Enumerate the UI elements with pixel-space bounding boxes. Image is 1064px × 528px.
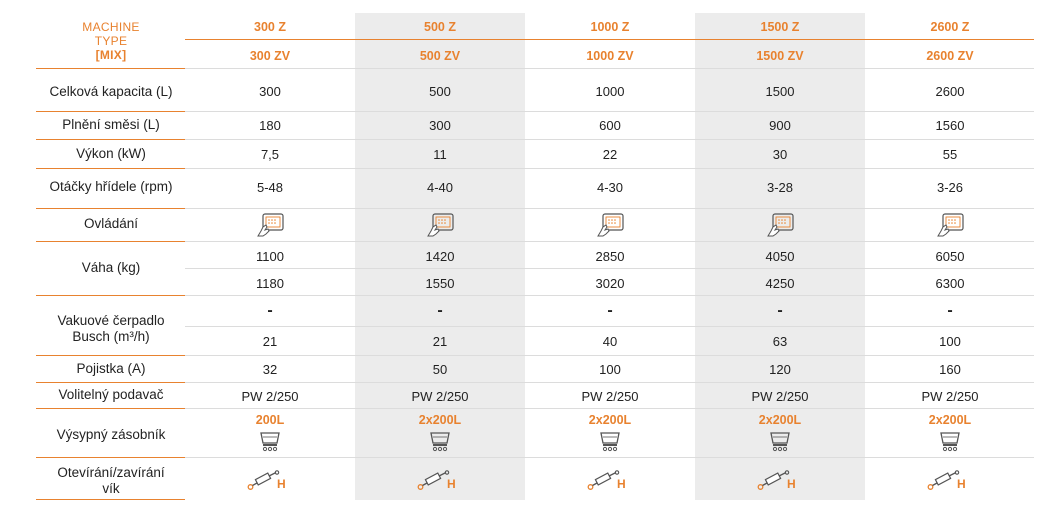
cell-podavac: PW 2/250 [751,389,809,404]
label-pojistka: Pojistka (A) [76,361,146,376]
machine-type-z: 1500 Z [760,20,800,34]
touchscreen-hand-icon [595,212,625,243]
label-otacky: Otáčky hřídele (rpm) [49,179,173,194]
cell-otacky: 3-28 [766,180,794,195]
hydraulic-label: H [617,477,626,491]
cell-zasobnik: 2x200L [758,413,802,427]
hopper-cart-icon [429,430,451,457]
cell-vykon: 30 [772,147,788,162]
cell-cerpadlo-1: - [947,302,953,319]
cell-vaha-1: 6050 [935,249,965,264]
machine-type-line1: MACHINE [82,20,140,34]
touchscreen-hand-icon [425,212,455,243]
cell-kapacita: 1000 [595,84,625,99]
cell-vaha-1: 1100 [256,249,284,264]
row-divider [185,111,1034,112]
cell-vaha-1: 2850 [595,249,625,264]
hydraulic-label: H [277,477,286,491]
row-divider [185,295,1034,296]
label-vaha: Váha (kg) [81,260,141,275]
row-divider [185,268,1034,269]
machine-type-header [36,20,186,62]
cell-pojistka: 50 [432,362,448,377]
cell-cerpadlo-2: 63 [772,334,788,349]
hydraulic-label: H [957,477,966,491]
cell-vaha-1: 4050 [765,249,795,264]
cell-vaha-1: 1420 [425,249,455,264]
label-divider [36,295,185,296]
machine-type-zv: 500 ZV [419,49,461,63]
cell-cerpadlo-1: - [607,302,613,319]
label-divider [36,457,185,458]
machine-type-zv: 2600 ZV [926,49,974,63]
cell-plneni: 1560 [935,118,965,133]
touchscreen-hand-icon [765,212,795,243]
cell-pojistka: 120 [769,362,791,377]
label-cerpadlo-2: Busch (m³/h) [72,329,150,344]
label-divider [36,68,185,69]
hydraulic-label: H [787,477,796,491]
hopper-cart-icon [769,430,791,457]
machine-type-zv: 1500 ZV [756,49,804,63]
cell-cerpadlo-1: - [437,302,443,319]
touchscreen-hand-icon [255,212,285,243]
cell-cerpadlo-2: 40 [602,334,618,349]
cell-kapacita: 2600 [935,84,965,99]
row-divider [185,139,1034,140]
hopper-cart-icon [939,430,961,457]
label-kapacita: Celková kapacita (L) [49,84,173,99]
cell-vykon: 55 [942,147,958,162]
cell-podavac: PW 2/250 [581,389,639,404]
hopper-cart-icon [599,430,621,457]
hydraulic-cylinder-icon [417,470,456,497]
label-otevirani-1: Otevírání/zavírání [57,465,165,480]
cell-cerpadlo-2: 21 [432,334,448,349]
row-divider [185,68,1034,69]
row-divider [185,457,1034,458]
hydraulic-cylinder-icon [757,470,796,497]
label-divider [36,241,185,242]
label-plneni: Plnění směsi (L) [62,117,160,132]
label-divider [36,208,185,209]
cell-vykon: 7,5 [260,147,280,162]
cell-kapacita: 1500 [765,84,795,99]
row-divider [185,326,1034,327]
cell-otacky: 4-30 [596,180,624,195]
cell-vaha-2: 1550 [425,276,455,291]
machine-type-z: 1000 Z [590,20,630,34]
cell-zasobnik: 2x200L [928,413,972,427]
cell-vykon: 22 [602,147,618,162]
row-divider [185,382,1034,383]
label-otevirani-2: vík [102,481,120,496]
hydraulic-cylinder-icon [247,470,286,497]
label-divider [36,168,185,169]
label-divider [36,382,185,383]
cell-vaha-2: 3020 [595,276,625,291]
hydraulic-label: H [447,477,456,491]
machine-type-zv: 300 ZV [249,49,291,63]
cell-cerpadlo-2: 21 [262,334,278,349]
label-divider [36,499,185,500]
label-divider [36,408,185,409]
cell-cerpadlo-1: - [267,302,273,319]
label-ovladani: Ovládání [83,216,139,231]
row-divider [185,168,1034,169]
row-divider [185,208,1034,209]
hydraulic-cylinder-icon [927,470,966,497]
machine-type-line2: TYPE [94,34,128,48]
cell-otacky: 3-26 [936,180,964,195]
cell-podavac: PW 2/250 [241,389,299,404]
label-divider [36,355,185,356]
label-zasobnik: Výsypný zásobník [56,427,166,442]
label-podavac: Volitelný podavač [58,387,164,402]
cell-zasobnik: 200L [255,413,285,427]
cell-kapacita: 300 [259,84,281,99]
cell-zasobnik: 2x200L [588,413,632,427]
cell-otacky: 5-48 [256,180,284,195]
hopper-cart-icon [259,430,281,457]
label-vykon: Výkon (kW) [76,146,146,161]
cell-plneni: 600 [599,118,621,133]
machine-type-zv: 1000 ZV [586,49,634,63]
header-divider [185,39,1034,40]
cell-plneni: 300 [429,118,451,133]
label-divider [36,139,185,140]
cell-vaha-2: 6300 [935,276,965,291]
cell-podavac: PW 2/250 [921,389,979,404]
row-divider [185,408,1034,409]
label-cerpadlo-1: Vakuové čerpadlo [57,313,165,328]
machine-type-z: 300 Z [254,20,286,34]
row-divider [185,355,1034,356]
cell-pojistka: 160 [939,362,961,377]
cell-podavac: PW 2/250 [411,389,469,404]
cell-pojistka: 100 [599,362,621,377]
cell-otacky: 4-40 [426,180,454,195]
machine-type-z: 2600 Z [930,20,970,34]
cell-pojistka: 32 [262,362,278,377]
machine-type-z: 500 Z [424,20,456,34]
cell-plneni: 180 [259,118,281,133]
machine-type-line3: [MIX] [95,48,127,62]
cell-plneni: 900 [769,118,791,133]
cell-vaha-2: 1180 [256,276,284,291]
cell-vaha-2: 4250 [765,276,795,291]
cell-zasobnik: 2x200L [418,413,462,427]
label-divider [36,111,185,112]
cell-cerpadlo-2: 100 [939,334,961,349]
hydraulic-cylinder-icon [587,470,626,497]
cell-vykon: 11 [433,147,447,162]
cell-cerpadlo-1: - [777,302,783,319]
cell-kapacita: 500 [429,84,451,99]
touchscreen-hand-icon [935,212,965,243]
